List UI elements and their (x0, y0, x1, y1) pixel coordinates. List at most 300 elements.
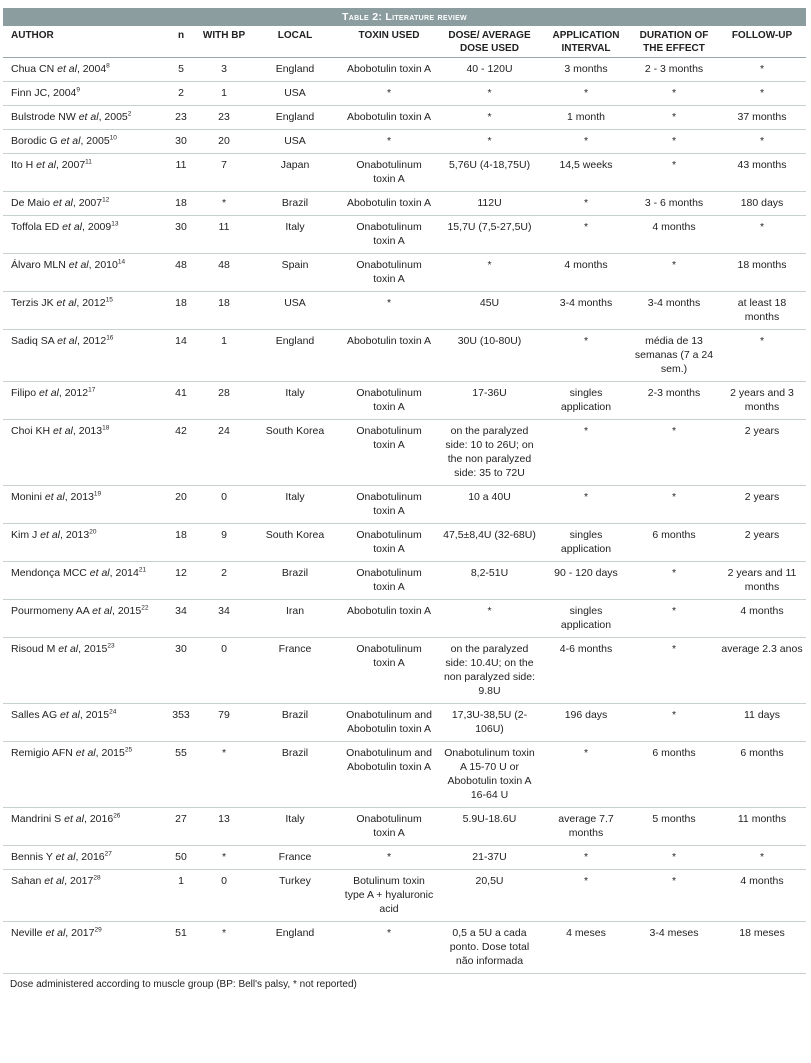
cell-duration: 2 - 3 months (630, 58, 718, 82)
author-name: De Maio (11, 197, 51, 209)
cell-interval: 3 months (542, 58, 630, 82)
reference-number: 29 (94, 926, 102, 934)
cell-follow-up: 18 months (718, 254, 806, 292)
cell-local: Brazil (249, 562, 341, 600)
cell-author (3, 130, 163, 154)
literature-review-table-container (3, 8, 806, 990)
cell-with-bp: 13 (199, 808, 249, 846)
author-et-al: et al (57, 63, 77, 75)
cell-duration: 6 months (630, 524, 718, 562)
cell-toxin: Abobotulin toxin A (341, 106, 437, 130)
cell-with-bp: 79 (199, 704, 249, 742)
cell-author (3, 524, 163, 562)
reference-number: 19 (93, 490, 102, 498)
table-row (3, 742, 806, 808)
table-row (3, 808, 806, 846)
cell-with-bp: * (199, 192, 249, 216)
cell-local: Italy (249, 382, 341, 420)
table-footnote: Dose administered according to muscle group (BP: Bell's palsy, * not reported) (10, 979, 357, 990)
cell-interval: 90 - 120 days (542, 562, 630, 600)
cell-dose: 45U (437, 292, 542, 330)
cell-with-bp: 18 (199, 292, 249, 330)
author-name: Bulstrode NW (11, 111, 76, 123)
cell-duration: 6 months (630, 742, 718, 808)
cell-author (3, 382, 163, 420)
cell-follow-up: 2 years and 11 months (718, 562, 806, 600)
reference-number: 8 (106, 62, 110, 70)
cell-author (3, 82, 163, 106)
cell-n: 30 (163, 638, 199, 704)
cell-dose: 30U (10-80U) (437, 330, 542, 382)
cell-interval: * (542, 870, 630, 922)
cell-duration: * (630, 254, 718, 292)
cell-n: 2 (163, 82, 199, 106)
author-name: Toffola ED (11, 221, 60, 233)
table-row (3, 562, 806, 600)
cell-with-bp: 9 (199, 524, 249, 562)
cell-dose: * (437, 130, 542, 154)
cell-dose: on the paralyzed side: 10.4U; on the non paralyzed side: 9.8U (437, 638, 542, 704)
cell-author (3, 638, 163, 704)
cell-author (3, 600, 163, 638)
cell-toxin: * (341, 82, 437, 106)
author-name: Choi KH (11, 425, 51, 437)
cell-with-bp: 3 (199, 58, 249, 82)
author-year: , 2013 (64, 491, 94, 503)
author-et-al: et al (60, 709, 80, 721)
cell-local: USA (249, 82, 341, 106)
cell-interval: 1 month (542, 106, 630, 130)
header-author: AUTHOR (3, 26, 163, 58)
cell-duration: * (630, 82, 718, 106)
author-et-al: et al (57, 335, 77, 347)
reference-number: 25 (124, 746, 133, 754)
table-row (3, 846, 806, 870)
literature-review-table (3, 26, 806, 974)
table-row (3, 382, 806, 420)
author-year: , 2013 (60, 529, 90, 541)
cell-interval: * (542, 330, 630, 382)
cell-local: USA (249, 130, 341, 154)
cell-duration: 3-4 months (630, 292, 718, 330)
header-follow-up: FOLLOW-UP (718, 26, 806, 58)
cell-author (3, 922, 163, 974)
cell-with-bp: 2 (199, 562, 249, 600)
cell-n: 11 (163, 154, 199, 192)
cell-toxin: Onabotulinum toxin A (341, 420, 437, 486)
cell-dose: 17,3U-38,5U (2-106U) (437, 704, 542, 742)
cell-local: USA (249, 292, 341, 330)
cell-with-bp: 28 (199, 382, 249, 420)
author-name: Neville (11, 927, 43, 939)
cell-dose: * (437, 82, 542, 106)
cell-n: 5 (163, 58, 199, 82)
cell-author (3, 846, 163, 870)
header-application-interval: APPLICATION INTERVAL (542, 26, 630, 58)
author-et-al: et al (39, 387, 59, 399)
table-row (3, 106, 806, 130)
cell-toxin: Onabotulinum toxin A (341, 154, 437, 192)
table-row (3, 638, 806, 704)
author-et-al: et al (64, 813, 84, 825)
cell-local: Spain (249, 254, 341, 292)
cell-follow-up: 43 months (718, 154, 806, 192)
cell-author (3, 562, 163, 600)
author-year: , 2010 (88, 259, 118, 271)
table-row (3, 192, 806, 216)
reference-number: 17 (88, 386, 96, 394)
cell-n: 30 (163, 130, 199, 154)
cell-interval: * (542, 742, 630, 808)
cell-duration: 4 months (630, 216, 718, 254)
cell-follow-up: 11 days (718, 704, 806, 742)
author-year: , 2012 (76, 297, 106, 309)
author-et-al: et al (89, 567, 110, 579)
cell-with-bp: * (199, 742, 249, 808)
cell-n: 1 (163, 870, 199, 922)
cell-follow-up: * (718, 82, 806, 106)
author-name: Álvaro MLN (11, 259, 66, 271)
cell-with-bp: 0 (199, 486, 249, 524)
author-et-al: et al (44, 491, 65, 503)
cell-n: 51 (163, 922, 199, 974)
cell-toxin: * (341, 292, 437, 330)
cell-follow-up: average 2.3 anos (718, 638, 806, 704)
header-duration: DURATION OF THE EFFECT (630, 26, 718, 58)
reference-number: 28 (93, 874, 101, 882)
cell-n: 18 (163, 192, 199, 216)
reference-number: 16 (106, 334, 114, 342)
author-year: , 2007 (72, 197, 103, 209)
reference-number: 2 (127, 110, 132, 118)
cell-n: 14 (163, 330, 199, 382)
cell-follow-up: * (718, 130, 806, 154)
table-row (3, 254, 806, 292)
cell-duration: 3 - 6 months (630, 192, 718, 216)
cell-local: England (249, 330, 341, 382)
author-et-al: et al (53, 425, 73, 437)
cell-duration: * (630, 704, 718, 742)
cell-dose: 5,76U (4-18,75U) (437, 154, 542, 192)
header-local: LOCAL (249, 26, 341, 58)
header-toxin-used: TOXIN USED (341, 26, 437, 58)
author-name: Bennis Y (11, 851, 53, 863)
cell-author (3, 58, 163, 82)
author-name: Mendonça MCC (11, 567, 87, 579)
cell-author (3, 330, 163, 382)
author-name: Finn JC, 2004 (11, 87, 77, 99)
table-row (3, 922, 806, 974)
cell-toxin: Onabotulinum and Abobotulin toxin A (341, 742, 437, 808)
cell-interval: * (542, 82, 630, 106)
author-name: Borodic G (11, 135, 58, 147)
author-name: Sahan (11, 875, 42, 887)
reference-number: 20 (89, 528, 97, 536)
author-year: , 2016 (75, 851, 105, 863)
cell-local: Italy (249, 486, 341, 524)
author-et-al: et al (44, 875, 65, 887)
cell-duration: * (630, 130, 718, 154)
cell-interval: 3-4 months (542, 292, 630, 330)
cell-dose: Onabotulinum toxin A 15-70 U or Abobotulin toxin A 16-64 U (437, 742, 542, 808)
cell-follow-up: * (718, 58, 806, 82)
cell-dose: * (437, 106, 542, 130)
cell-toxin: Abobotulin toxin A (341, 58, 437, 82)
cell-n: 34 (163, 600, 199, 638)
cell-n: 42 (163, 420, 199, 486)
author-et-al: et al (45, 927, 66, 939)
cell-author (3, 106, 163, 130)
table-row (3, 154, 806, 192)
cell-local: South Korea (249, 524, 341, 562)
cell-author (3, 808, 163, 846)
author-year: , 2013 (72, 425, 103, 437)
author-et-al: et al (55, 851, 76, 863)
table-title: Table 2: Literature review (3, 8, 806, 26)
author-year: , 2014 (109, 567, 139, 579)
cell-interval: 4-6 months (542, 638, 630, 704)
cell-toxin: * (341, 922, 437, 974)
author-et-al: et al (92, 605, 112, 617)
cell-n: 30 (163, 216, 199, 254)
cell-dose: 112U (437, 192, 542, 216)
cell-dose: 5.9U-18.6U (437, 808, 542, 846)
cell-dose: 17-36U (437, 382, 542, 420)
cell-toxin: Onabotulinum toxin A (341, 254, 437, 292)
author-year: , 2015 (79, 709, 110, 721)
cell-toxin: Onabotulinum toxin A (341, 382, 437, 420)
table-row (3, 216, 806, 254)
author-year: , 2015 (95, 747, 125, 759)
cell-author (3, 704, 163, 742)
cell-with-bp: 1 (199, 330, 249, 382)
cell-toxin: Onabotulinum toxin A (341, 562, 437, 600)
cell-interval: * (542, 130, 630, 154)
author-et-al: et al (36, 159, 56, 171)
cell-dose: 15,7U (7,5-27,5U) (437, 216, 542, 254)
author-year: , 2015 (78, 643, 108, 655)
cell-duration: * (630, 600, 718, 638)
cell-follow-up: 37 months (718, 106, 806, 130)
cell-toxin: * (341, 130, 437, 154)
cell-interval: 14,5 weeks (542, 154, 630, 192)
cell-duration: * (630, 486, 718, 524)
author-name: Chua CN (11, 63, 55, 75)
table-row (3, 704, 806, 742)
author-year: , 2005 (98, 111, 128, 123)
cell-interval: average 7.7 months (542, 808, 630, 846)
cell-follow-up: * (718, 216, 806, 254)
cell-follow-up: 2 years (718, 420, 806, 486)
author-year: , 2007 (55, 159, 86, 171)
cell-author (3, 292, 163, 330)
author-name: Salles AG (11, 709, 58, 721)
author-name: Risoud M (11, 643, 56, 655)
table-header (3, 26, 806, 58)
cell-duration: * (630, 420, 718, 486)
cell-with-bp: 34 (199, 600, 249, 638)
cell-n: 48 (163, 254, 199, 292)
author-et-al: et al (53, 197, 73, 209)
cell-follow-up: 11 months (718, 808, 806, 846)
cell-with-bp: 11 (199, 216, 249, 254)
cell-n: 27 (163, 808, 199, 846)
cell-with-bp: * (199, 922, 249, 974)
author-year: , 2009 (82, 221, 112, 233)
table-row (3, 292, 806, 330)
cell-dose: 0,5 a 5U a cada ponto. Dose total não informada (437, 922, 542, 974)
cell-with-bp: 7 (199, 154, 249, 192)
cell-dose: 20,5U (437, 870, 542, 922)
cell-local: England (249, 922, 341, 974)
cell-toxin: Abobotulin toxin A (341, 192, 437, 216)
cell-author (3, 870, 163, 922)
author-year: , 2017 (65, 927, 95, 939)
cell-local: Italy (249, 216, 341, 254)
cell-local: Iran (249, 600, 341, 638)
cell-local: Brazil (249, 192, 341, 216)
author-name: Mandrini S (11, 813, 62, 825)
cell-dose: 21-37U (437, 846, 542, 870)
cell-interval: 4 months (542, 254, 630, 292)
cell-interval: * (542, 846, 630, 870)
cell-toxin: Onabotulinum toxin A (341, 638, 437, 704)
reference-number: 12 (102, 196, 110, 204)
cell-duration: média de 13 semanas (7 a 24 sem.) (630, 330, 718, 382)
cell-author (3, 254, 163, 292)
reference-number: 24 (109, 708, 117, 716)
table-row (3, 870, 806, 922)
cell-n: 23 (163, 106, 199, 130)
reference-number: 21 (138, 566, 147, 574)
cell-local: Italy (249, 808, 341, 846)
cell-toxin: Onabotulinum toxin A (341, 808, 437, 846)
cell-duration: 3-4 meses (630, 922, 718, 974)
cell-toxin: Onabotulinum toxin A (341, 486, 437, 524)
author-et-al: et al (62, 221, 83, 233)
author-name: Kim J (11, 529, 38, 541)
cell-duration: * (630, 638, 718, 704)
cell-follow-up: * (718, 330, 806, 382)
cell-local: Brazil (249, 704, 341, 742)
author-et-al: et al (78, 111, 99, 123)
author-name: Sadiq SA (11, 335, 55, 347)
cell-local: France (249, 846, 341, 870)
cell-duration: * (630, 870, 718, 922)
cell-n: 55 (163, 742, 199, 808)
cell-interval: * (542, 216, 630, 254)
cell-interval: singles application (542, 382, 630, 420)
cell-dose: 47,5±8,4U (32-68U) (437, 524, 542, 562)
author-year: , 2012 (58, 387, 89, 399)
cell-with-bp: 0 (199, 870, 249, 922)
cell-with-bp: 24 (199, 420, 249, 486)
reference-number: 14 (117, 258, 126, 266)
reference-number: 23 (107, 642, 115, 650)
cell-follow-up: 2 years (718, 524, 806, 562)
cell-duration: 2-3 months (630, 382, 718, 420)
author-et-al: et al (75, 747, 96, 759)
reference-number: 10 (109, 134, 117, 142)
cell-author (3, 742, 163, 808)
header-n: n (163, 26, 199, 58)
cell-local: Japan (249, 154, 341, 192)
cell-duration: 5 months (630, 808, 718, 846)
cell-with-bp: 20 (199, 130, 249, 154)
author-et-al: et al (56, 297, 77, 309)
cell-duration: * (630, 154, 718, 192)
author-et-al: et al (68, 259, 89, 271)
cell-follow-up: 4 months (718, 870, 806, 922)
reference-number: 18 (102, 424, 110, 432)
cell-follow-up: 180 days (718, 192, 806, 216)
reference-number: 22 (141, 604, 149, 612)
author-name: Terzis JK (11, 297, 54, 309)
table-row (3, 130, 806, 154)
cell-duration: * (630, 106, 718, 130)
reference-number: 15 (105, 296, 113, 304)
author-et-al: et al (40, 529, 61, 541)
reference-number: 9 (76, 86, 80, 94)
cell-toxin: Botulinum toxin type A + hyaluronic acid (341, 870, 437, 922)
cell-n: 41 (163, 382, 199, 420)
cell-follow-up: 18 meses (718, 922, 806, 974)
author-name: Ito H (11, 159, 34, 171)
cell-follow-up: * (718, 846, 806, 870)
table-row (3, 600, 806, 638)
author-et-al: et al (60, 135, 81, 147)
cell-dose: * (437, 254, 542, 292)
table-body (3, 58, 806, 974)
cell-dose: 8,2-51U (437, 562, 542, 600)
cell-interval: singles application (542, 524, 630, 562)
cell-with-bp: 0 (199, 638, 249, 704)
table-row (3, 58, 806, 82)
author-year: , 2012 (76, 335, 107, 347)
header-with-bp: WITH BP (199, 26, 249, 58)
cell-local: England (249, 106, 341, 130)
cell-n: 12 (163, 562, 199, 600)
cell-dose: 40 - 120U (437, 58, 542, 82)
cell-interval: 4 meses (542, 922, 630, 974)
cell-author (3, 486, 163, 524)
author-et-al: et al (58, 643, 79, 655)
author-name: Monini (11, 491, 42, 503)
cell-local: France (249, 638, 341, 704)
cell-toxin: Onabotulinum and Abobotulin toxin A (341, 704, 437, 742)
cell-author (3, 420, 163, 486)
author-year: , 2004 (76, 63, 107, 75)
cell-n: 18 (163, 524, 199, 562)
cell-n: 18 (163, 292, 199, 330)
cell-dose: 10 a 40U (437, 486, 542, 524)
cell-n: 20 (163, 486, 199, 524)
cell-local: Brazil (249, 742, 341, 808)
cell-with-bp: 23 (199, 106, 249, 130)
cell-author (3, 192, 163, 216)
author-year: , 2015 (112, 605, 142, 617)
cell-author (3, 154, 163, 192)
author-year: , 2016 (83, 813, 114, 825)
cell-interval: * (542, 486, 630, 524)
cell-toxin: Onabotulinum toxin A (341, 524, 437, 562)
table-row (3, 486, 806, 524)
table-row (3, 330, 806, 382)
cell-with-bp: * (199, 846, 249, 870)
cell-local: Turkey (249, 870, 341, 922)
table-row (3, 524, 806, 562)
cell-duration: * (630, 846, 718, 870)
